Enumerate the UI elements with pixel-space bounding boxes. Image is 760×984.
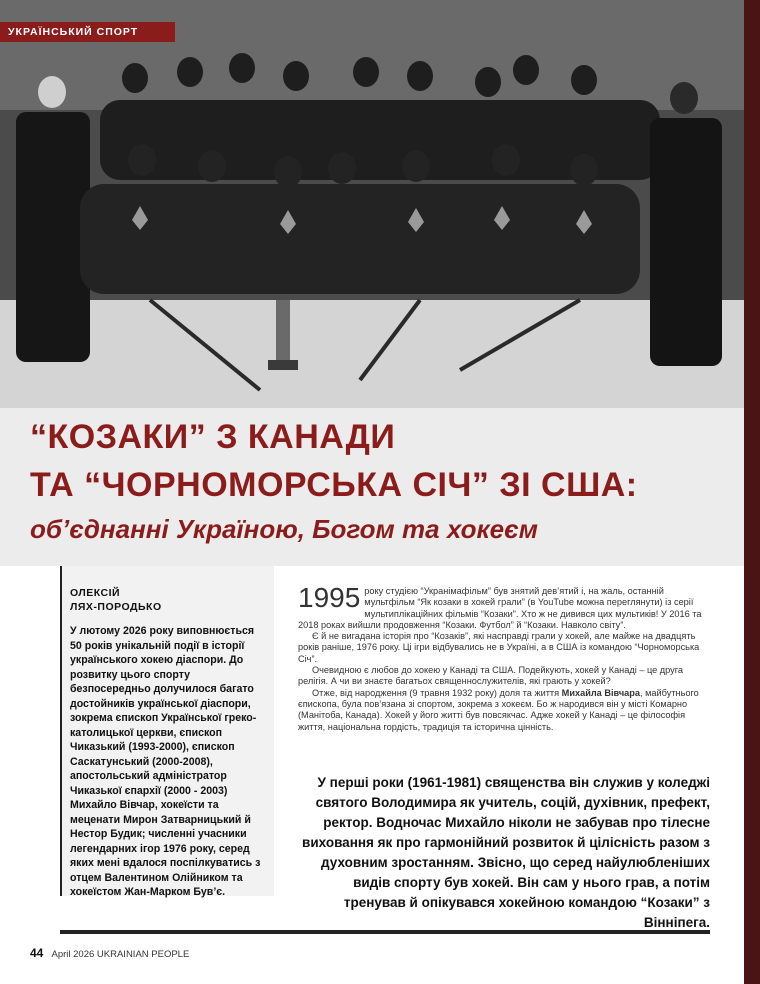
body-paragraph-3: Очевидною є любов до хокею у Канаді та США. Подейкують, хокей у Канаді – це друга релігія. А чи ви знаєте багатьох священнослужителів, які грають у хокей? bbox=[298, 665, 684, 687]
magazine-name: UKRAINIAN PEOPLE bbox=[96, 949, 190, 960]
pull-quote: У перші роки (1961-1981) священства він служив у коледжі святого Володимира як учитель, соцій, духівник, префект, ректор. Водночас Михайло ніколи не забував про тілесне виховання як про гармонійний розвиток й цілісність разом з духовним зростанням. Звісно, що серед найулюбленіших видів спорту був хокей. Він сам у нього грав, а потім тренував й опікувався хокейною командою “Козаки” з Вінніпега. bbox=[302, 775, 710, 930]
body-paragraph-4 bbox=[298, 688, 710, 733]
issue-date: April 2026 bbox=[51, 949, 95, 960]
author-byline bbox=[70, 586, 268, 614]
subtitle: об’єднанні Україною, Богом та хокеєм bbox=[30, 514, 539, 544]
intro-text: У лютому 2026 року виповнюється 50 років унікальній події в історії українського хокею діаспори. До розвитку цього спорту безпосередньо долучилося багато достойників української діаспори, зокрема єпископ Української греко-католицької церкви, єпископ Чиказький (1993-2000), єпископ Саскатунський (2000-2008), апостольський адміністратор Чиказької єпархії (2000 - 2003) Михайло Вівчар, хокеїсти та меценати Мирон Затварницький й Нестор Будик; численні учасники легендарних ігор 1976 року, серед яких мені вдалося поспілкуватись з отцем Валентином Олійником та хокеїстом Жан-Марком Був’є. bbox=[70, 625, 261, 898]
body-paragraph-2: Є й не вигадана історія про “Козаків”, які насправді грали у хокей, але майже на двадцять років раніше, 1976 року. Ці ігри відбувались не в Україні, а в США із командою “Чорноморська Січ”. bbox=[298, 631, 700, 664]
article-body bbox=[298, 582, 710, 733]
side-accent-bar bbox=[744, 0, 760, 984]
body-paragraph-4-end: , майбутнього єпископа, була пов’язана зі спортом, зокрема з хокеєм. Бо ж народився він у місті Комарно (Манітоба, Канада). Хокей у його житті був повсякчас. Адже хокей у Канаді – це філософія життя, національна гордість, традиція та історична цінність. bbox=[298, 687, 699, 732]
highlight-name: Михайла Вівчара bbox=[561, 687, 640, 698]
section-tag: УКРАЇНСЬКИЙ СПОРТ bbox=[0, 22, 175, 42]
author-last-name: ЛЯХ-ПОРОДЬКО bbox=[70, 601, 162, 613]
author-first-name: ОЛЕКСІЙ bbox=[70, 587, 121, 599]
footer-rule bbox=[60, 930, 710, 934]
headline-line-1: “КОЗАКИ” З КАНАДИ bbox=[30, 418, 396, 456]
body-paragraph-1: року студією “Укранімафільм” був знятий дев’ятий і, на жаль, останній мультфільм “Як козаки в хокей грали” (в YouTube можна переглянути) із серії мультиплікаційних фільмів “Козаки”. Хто ж не дивився цих мультиків! У 2016 та 2018 роках вийшли продовження “Козаки. Футбол” й “Козаки. Навколо світу”. bbox=[298, 586, 702, 630]
page-number: 44 bbox=[30, 946, 44, 960]
headline-line-2: ТА “ЧОРНОМОРСЬКА СІЧ” ЗІ США: bbox=[30, 466, 638, 504]
intro-sidebar bbox=[60, 566, 274, 896]
page-footer bbox=[30, 946, 189, 960]
body-paragraph-4-start: Отже, від народження (9 травня 1932 року) доля та життя bbox=[312, 687, 562, 698]
team-photo-illustration bbox=[0, 0, 744, 408]
drop-year: 1995 bbox=[298, 582, 361, 613]
team-photo bbox=[0, 0, 744, 408]
